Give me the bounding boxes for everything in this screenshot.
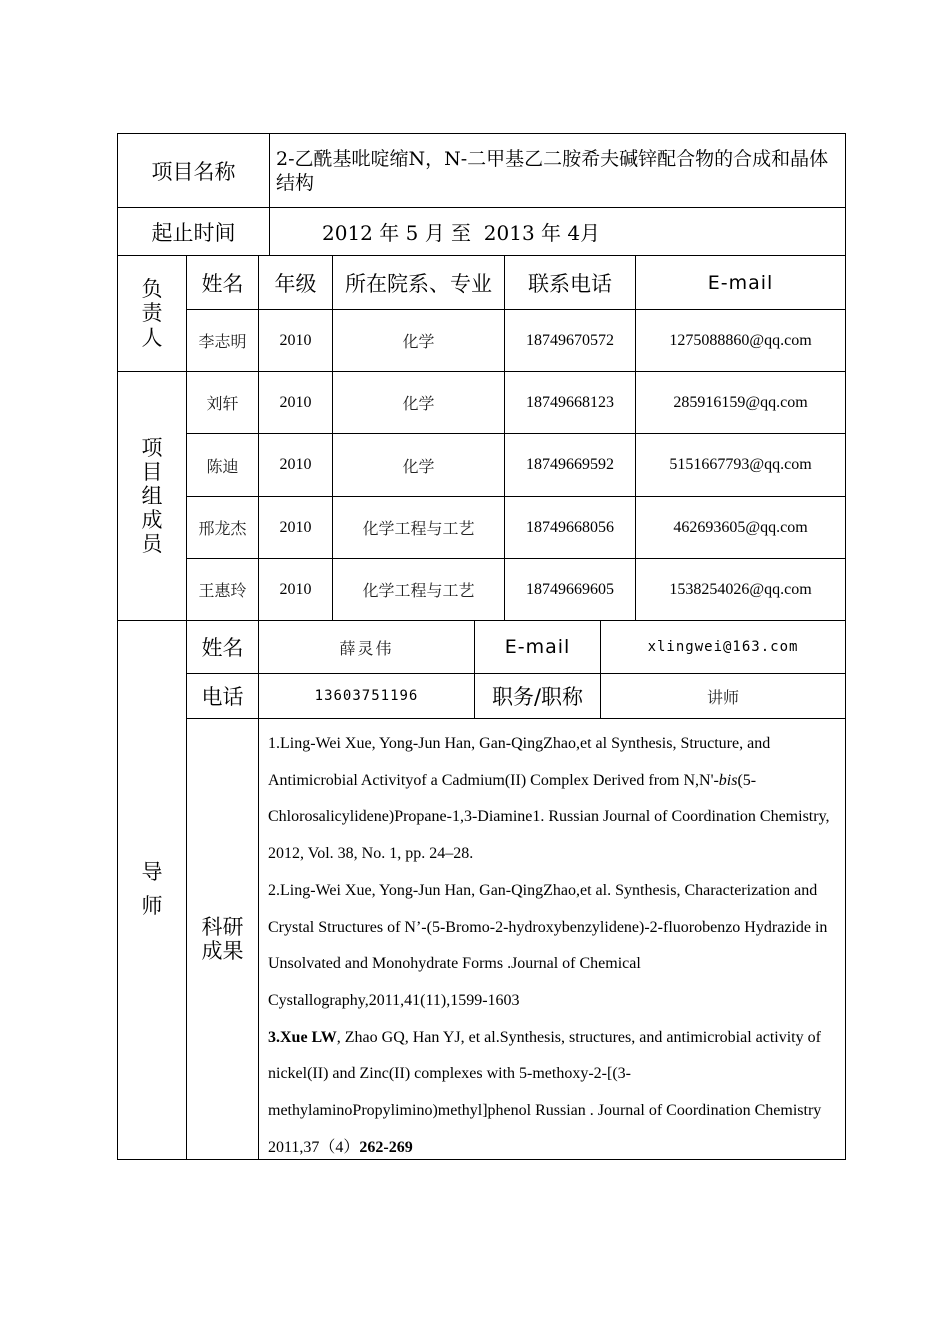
member-dept: 化学 (402, 456, 435, 476)
leader-phone: 18749670572 (526, 331, 614, 349)
member-grade: 2010 (279, 580, 312, 598)
member-email: 285916159@qq.com (673, 393, 808, 411)
advisor-name-value: 薛灵伟 (339, 638, 394, 658)
header-grade: 年级 (274, 271, 317, 296)
advisor-email-value: xlingwei@163.com (647, 639, 799, 655)
period-label: 起止时间 (151, 220, 236, 245)
advisor-email-label: E-mail (504, 636, 571, 658)
publication-1: 1.Ling-Wei Xue, Yong-Jun Han, Gan-QingZhao,et al Synthesis, Structure, and Antimicrobial Activityof a Cadmium(II) Complex Derived from N,N'-bis(5-Chlorosalicylidene)Propane-1,3-Diamine1. Russian Journal of Coordination Chemistry, 2012, Vol. 38, No. 1, pp. 24–28. (268, 735, 830, 863)
member-phone: 18749669592 (526, 456, 614, 473)
member-dept: 化学工程与工艺 (362, 581, 475, 600)
publication-list (268, 726, 840, 1166)
header-email: E-mail (707, 271, 774, 294)
project-name-value: 2-乙酰基吡啶缩N，N-二甲基乙二胺希夫碱锌配合物的合成和晶体结构 (276, 147, 829, 194)
member-phone: 18749668056 (526, 518, 614, 536)
member-email: 462693605@qq.com (673, 518, 808, 536)
member-grade: 2010 (279, 393, 312, 411)
advisor-phone-value: 13603751196 (314, 688, 419, 704)
research-label: 科研 成果 (201, 914, 244, 963)
publication-2: 2.Ling-Wei Xue, Yong-Jun Han, Gan-QingZhao,et al. Synthesis, Characterization and Crystal Structures of N’-(5-Bromo-2-hydroxybenzylidene)-2-fluorobenzo Hydrazide in Unsolvated and Monohydrate Forms .Journal of Chemical Cystallography,2011,41(11),1599-1603 (268, 881, 828, 1009)
member-grade: 2010 (279, 518, 312, 536)
member-phone: 18749668123 (526, 393, 614, 411)
leader-name: 李志明 (198, 332, 247, 351)
member-name: 邢龙杰 (198, 519, 247, 538)
period-value: 2012 年 5 月 至 2013 年 4月 (322, 221, 601, 245)
publication-3: 3.Xue LW, Zhao GQ, Han YJ, et al.Synthesis, structures, and antimicrobial activity of nickel(II) and Zinc(II) complexes with 5-methoxy-2-[(3-methylaminoPropylimino)methyl]phenol Russian . Journal of Coordination Chemistry 2011,37（4）262-269 (268, 1028, 822, 1156)
member-name: 刘轩 (206, 394, 239, 413)
header-dept: 所在院系、专业 (345, 271, 492, 296)
advisor-phone-label: 电话 (201, 685, 244, 709)
member-dept: 化学工程与工艺 (362, 519, 475, 538)
advisor-section-label: 导 师 (141, 860, 163, 918)
header-name: 姓名 (201, 271, 244, 296)
advisor-name-label: 姓名 (201, 636, 244, 660)
member-email: 5151667793@qq.com (669, 456, 812, 473)
header-phone: 联系电话 (528, 271, 612, 296)
member-dept: 化学 (402, 394, 435, 413)
leader-section-label: 负 责 人 (141, 277, 163, 350)
member-phone: 18749669605 (526, 580, 614, 598)
member-grade: 2010 (279, 456, 312, 473)
leader-dept: 化学 (402, 332, 435, 351)
members-section-label: 项 目 组 成 员 (141, 435, 163, 557)
member-name: 王惠玲 (198, 581, 247, 600)
leader-email: 1275088860@qq.com (669, 331, 812, 349)
advisor-title-label: 职务/职称 (491, 685, 584, 709)
leader-grade: 2010 (279, 331, 312, 349)
project-name-label: 项目名称 (151, 159, 236, 184)
member-email: 1538254026@qq.com (669, 580, 812, 598)
member-name: 陈迪 (206, 456, 239, 476)
advisor-title-value: 讲师 (706, 687, 739, 707)
